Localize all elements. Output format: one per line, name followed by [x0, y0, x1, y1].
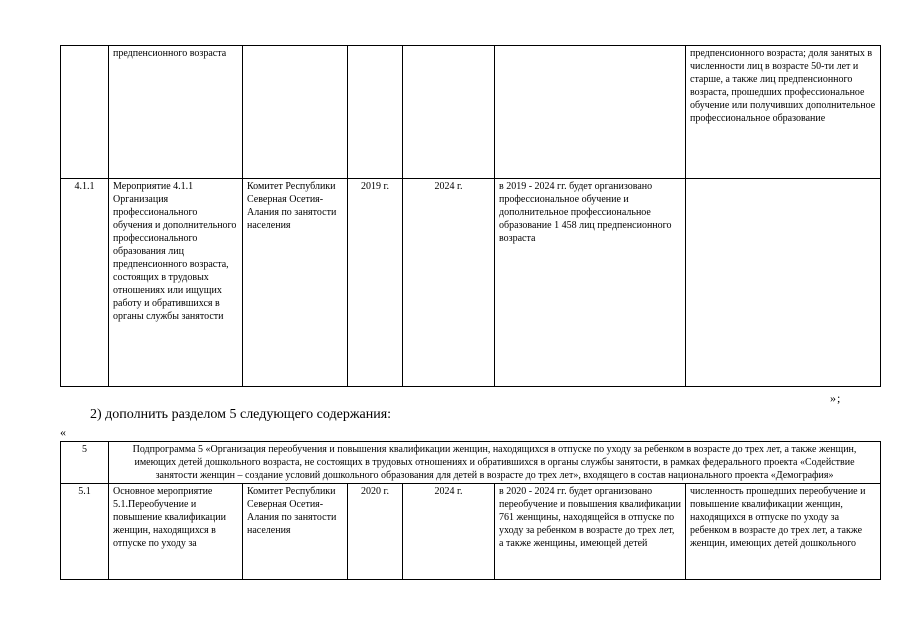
closing-quote-mark: »;: [830, 391, 842, 405]
executor: Комитет Республики Северная Осетия-Алания по занятости населения: [243, 484, 348, 580]
end-year: 2024 г.: [403, 179, 495, 387]
row-number: 4.1.1: [61, 179, 109, 387]
opening-quote-mark: «: [60, 425, 66, 439]
indicator: численность прошедших переобучение и повышение квалификации женщин, находящихся в отпуске по уходу за ребенком в возрасте до трех лет, а также женщин, имеющих детей дошкольного: [686, 484, 881, 580]
end-year: 2024 г.: [403, 484, 495, 580]
amendment-instruction: 2) дополнить разделом 5 следующего содержания:: [90, 407, 392, 422]
table-row: [61, 484, 881, 580]
start-year: [348, 46, 403, 179]
table-row: [61, 46, 881, 179]
indicator: [686, 179, 881, 387]
measure-name: Мероприятие 4.1.1 Организация профессионального обучения и дополнительного профессионального образования лиц предпенсионного возраста, состоящих в трудовых отношениях или ищущих работу и обратившихся в органы службы занятости: [109, 179, 243, 387]
indicator: предпенсионного возраста; доля занятых в численности лиц в возрасте 50-ти лет и старше, а также лиц предпенсионного возраста, прошедших профессиональное обучение или получивших дополнительное профессиональное образование: [686, 46, 881, 179]
subprogram-title: Подпрограмма 5 «Организация переобучения и повышения квалификации женщин, находящихся в отпуске по уходу за ребенком в возрасте до трех лет, а также женщин, имеющих детей дошкольного возраста, не состоящих в трудовых отношениях и обратившихся в органы службы занятости, в рамках федерального проекта «Содействие занятости женщин – создание условий дошкольного образования для детей в возрасте до трех лет», входящего в состав национального проекта «Демография»: [109, 442, 881, 484]
end-year: [403, 46, 495, 179]
expected-result: [495, 46, 686, 179]
row-number: 5: [61, 442, 109, 484]
program-table-top: [60, 45, 881, 387]
subprogram-header-row: [61, 442, 881, 484]
executor: Комитет Республики Северная Осетия-Алания по занятости населения: [243, 179, 348, 387]
measure-name: предпенсионного возраста: [109, 46, 243, 179]
executor: [243, 46, 348, 179]
expected-result: в 2020 - 2024 гг. будет организовано переобучение и повышения квалификации 761 женщины, находящейся в отпуске по уходу за ребенком в возрасте до трех лет, а также женщины, имеющей детей: [495, 484, 686, 580]
start-year: 2020 г.: [348, 484, 403, 580]
measure-name: Основное мероприятие 5.1.Переобучение и повышение квалификации женщин, находящихся в отпуске по уходу за: [109, 484, 243, 580]
program-table-section5: [60, 441, 881, 580]
row-number: 5.1: [61, 484, 109, 580]
start-year: 2019 г.: [348, 179, 403, 387]
row-number: [61, 46, 109, 179]
table-row: [61, 179, 881, 387]
expected-result: в 2019 - 2024 гг. будет организовано профессиональное обучение и дополнительное профессиональное образование 1 458 лиц предпенсионного возраста: [495, 179, 686, 387]
